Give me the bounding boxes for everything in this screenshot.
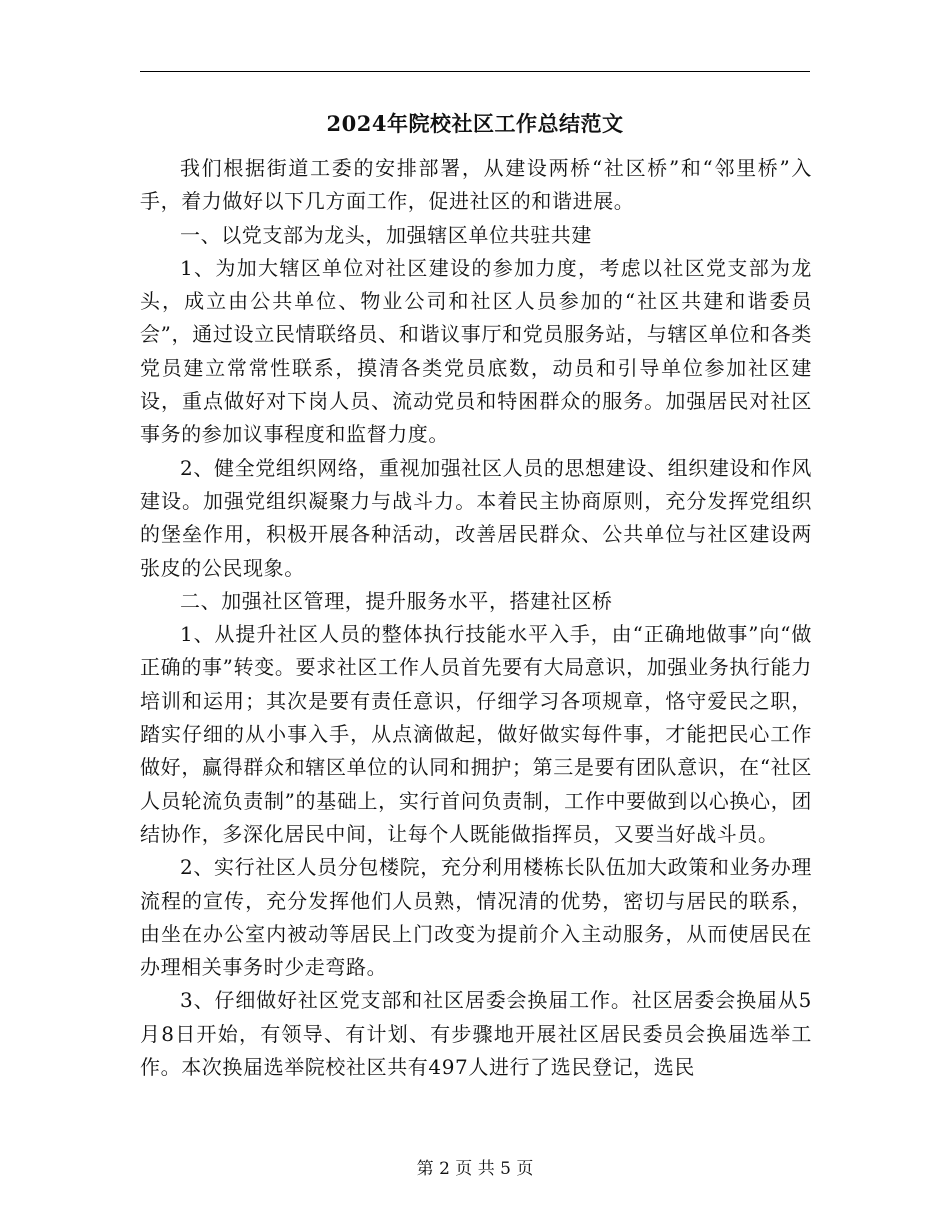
paragraph-2-3: 3、仔细做好社区党支部和社区居委会换届工作。社区居委会换届从5月8日开始，有领导、有计划、有步骤地开展社区居民委员会换届选举工作。本次换届选举院校社区共有497人进行了选民登记，选民: [140, 988, 812, 1080]
header-rule: [140, 71, 810, 72]
section-heading-1: 一、以党支部为龙头，加强辖区单位共驻共建: [180, 222, 592, 247]
section-heading-2: 二、加强社区管理，提升服务水平，搭建社区桥: [180, 588, 613, 613]
page-footer: 第 2 页 共 5 页: [416, 1159, 534, 1179]
paragraph-1-2: 2、健全党组织网络，重视加强社区人员的思想建设、组织建设和作风建设。加强党组织凝聚力与战斗力。本着民主协商原则，充分发挥党组织的堡垒作用，积极开展各种活动，改善居民群众、公共单位与社区建设两张皮的公民现象。: [140, 455, 812, 580]
paragraph-2-2: 2、实行社区人员分包楼院，充分利用楼栋长队伍加大政策和业务办理流程的宣传，充分发挥他们人员熟，情况清的优势，密切与居民的联系，由坐在办公室内被动等居民上门改变为提前介入主动服务，从而使居民在办理相关事务时少走弯路。: [140, 855, 812, 980]
document-title: 2024年院校社区工作总结范文: [326, 111, 624, 136]
document-body: [140, 152, 812, 1084]
paragraph-intro: 我们根据街道工委的安排部署，从建设两桥“社区桥”和“邻里桥”入手，着力做好以下几方面工作，促进社区的和谐进展。: [140, 156, 812, 214]
paragraph-1-1: 1、为加大辖区单位对社区建设的参加力度，考虑以社区党支部为龙头，成立由公共单位、物业公司和社区人员参加的“社区共建和谐委员会”，通过设立民情联络员、和谐议事厅和党员服务站，与辖区单位和各类党员建立常常性联系，摸清各类党员底数，动员和引导单位参加社区建设，重点做好对下岗人员、流动党员和特困群众的服务。加强居民对社区事务的参加议事程度和监督力度。: [140, 255, 812, 447]
paragraph-2-1: 1、从提升社区人员的整体执行技能水平入手，由“正确地做事”向“做正确的事”转变。要求社区工作人员首先要有大局意识，加强业务执行能力培训和运用；其次是要有责任意识，仔细学习各项规章，恪守爱民之职，踏实仔细的从小事入手，从点滴做起，做好做实每件事，才能把民心工作做好，赢得群众和辖区单位的认同和拥护；第三是要有团队意识，在“社区人员轮流负责制”的基础上，实行首问负责制，工作中要做到以心换心，团结协作，多深化居民中间，让每个人既能做指挥员，又要当好战斗员。: [140, 622, 812, 846]
